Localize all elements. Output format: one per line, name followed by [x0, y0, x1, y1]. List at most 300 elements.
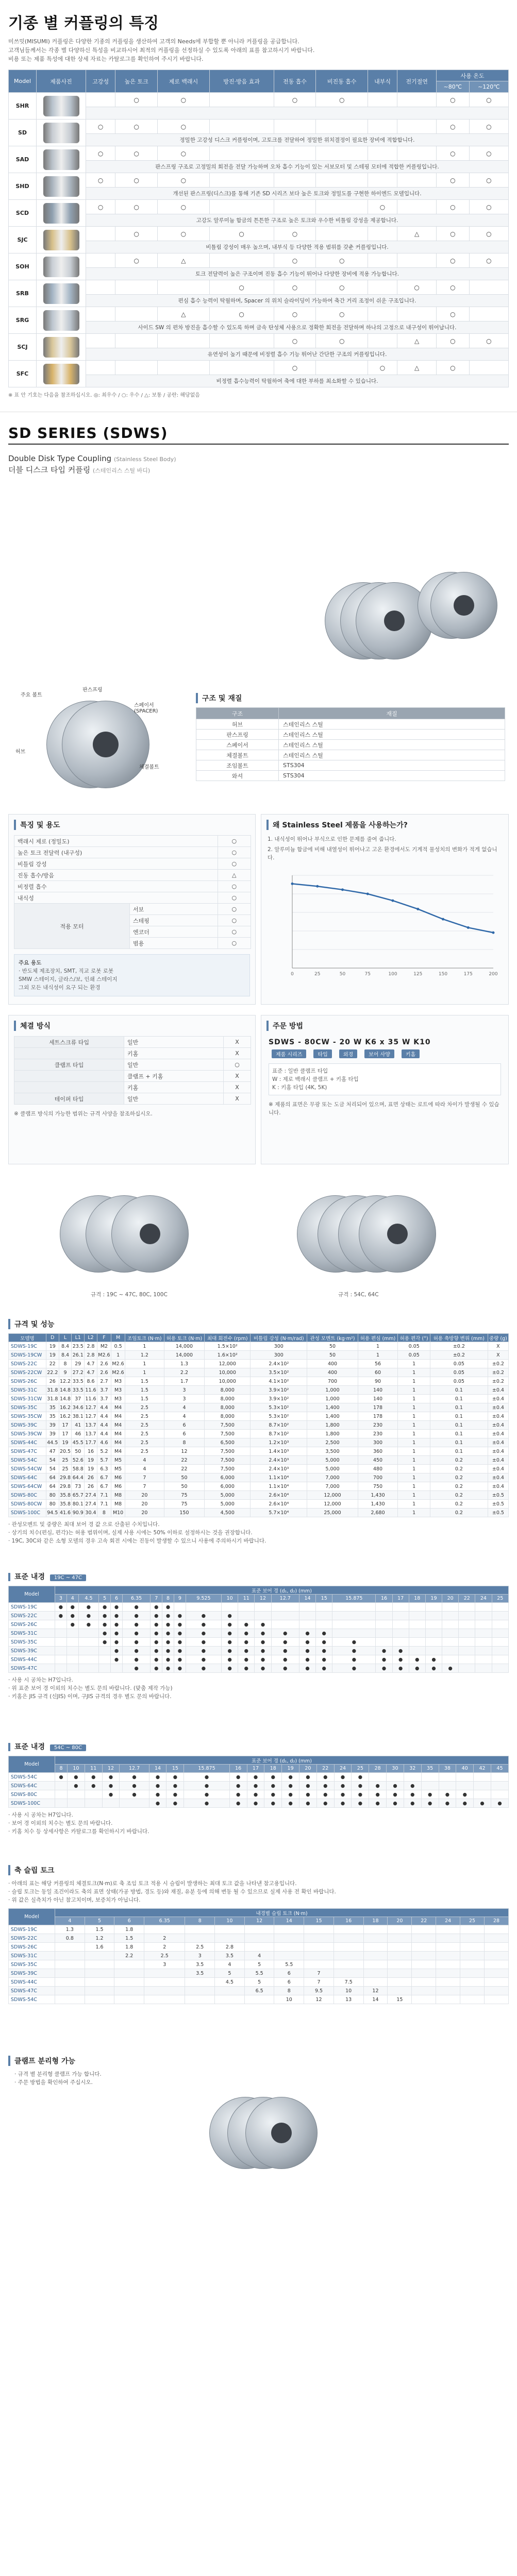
bore2-col: 19 — [282, 1765, 299, 1773]
spec-cell: 0.2 — [430, 1456, 488, 1465]
spec-cell: 14.8 — [59, 1395, 72, 1403]
torque-row — [9, 1995, 509, 2004]
spec-cell: M6 — [111, 1482, 125, 1491]
feature-photo — [37, 307, 86, 334]
torque-cell — [185, 1934, 215, 1943]
torque-cell — [363, 1960, 388, 1969]
fastening-variant: 일반 — [124, 1059, 224, 1071]
spec-cell: 3.5×10² — [251, 1368, 307, 1377]
bore2-block — [0, 1741, 517, 1836]
bore-available-dot-icon: ● — [247, 1782, 264, 1790]
structure-row — [196, 719, 505, 730]
order-part: 키홈 — [402, 1049, 420, 1058]
spec-cell: 3,500 — [307, 1447, 358, 1456]
spec-cell: 22 — [46, 1360, 59, 1368]
spec-cell: ±0.4 — [488, 1386, 508, 1395]
spec-cell: 12,000 — [205, 1360, 251, 1368]
bore-available-dot-icon: ● — [491, 1799, 508, 1808]
spec-cell: 16.2 — [59, 1412, 72, 1421]
dimension-caption-2: 규격 : 54C, 64C — [338, 1292, 379, 1298]
bore-available-dot-icon: ● — [122, 1664, 150, 1673]
bore-available-dot-icon: ● — [352, 1782, 369, 1790]
torque-cell — [363, 1943, 388, 1952]
spec-cell: 0.05 — [430, 1360, 488, 1368]
feature-mark: ○ — [86, 120, 115, 134]
bore-available-dot-icon: ● — [222, 1655, 238, 1664]
bore1-block — [0, 1571, 517, 1701]
col-vibration: 전동 흡수 — [274, 70, 316, 93]
torque-model: SDWS-35C — [9, 1960, 55, 1969]
feature-model: SHR — [9, 93, 37, 120]
bore2-col: 12 — [102, 1765, 120, 1773]
fastening-row — [14, 1071, 251, 1082]
bore1-col: 8 — [162, 1595, 174, 1603]
overview-legend: ※ 표 안 기호는 다음을 참조하십시오. ◎: 최우수 / ○: 우수 / △: 보통 / 공란: 해당없음 — [8, 393, 200, 398]
spec-cell: 2.4×10³ — [251, 1465, 307, 1473]
feature-model: SRG — [9, 307, 37, 334]
spec-cell: 45.5 — [72, 1438, 85, 1447]
torque-model: SDWS-44C — [9, 1978, 55, 1987]
spec-cell: 0.5 — [111, 1342, 125, 1351]
bore-available-dot-icon: ● — [229, 1790, 247, 1799]
spec-model: SDWS-26C — [9, 1377, 46, 1386]
spec-cell: ±0.4 — [488, 1438, 508, 1447]
bore-available-dot-icon: ● — [456, 1799, 474, 1808]
spec-cell: 50 — [164, 1473, 205, 1482]
spec-cell: 1,430 — [358, 1491, 398, 1500]
spec-cell: 19 — [59, 1438, 72, 1447]
bore-available-dot-icon: ● — [392, 1655, 409, 1664]
spec-row — [9, 1368, 509, 1377]
spec-cell: 1.1×10⁴ — [251, 1473, 307, 1482]
torque-cell — [460, 1952, 485, 1960]
feature-photo — [37, 173, 86, 200]
bore2-col: 32 — [404, 1765, 421, 1773]
torque-cell: 4 — [244, 1952, 274, 1960]
bore-available-dot-icon: ● — [299, 1647, 315, 1655]
spec-cell: 2.6 — [97, 1368, 111, 1377]
features-temp-label: 적용 모터 — [14, 904, 130, 949]
series-name-ko — [0, 463, 517, 475]
bore1-row — [9, 1603, 509, 1612]
fastening-mark: X — [224, 1037, 251, 1048]
feature-model: SCD — [9, 200, 37, 227]
feature-table — [8, 70, 509, 387]
feature-mark: ○ — [436, 173, 469, 188]
structure-material: STS304 — [279, 760, 505, 771]
feature-mark — [368, 120, 397, 134]
spec-cell: 4 — [164, 1412, 205, 1421]
feature-mark — [316, 146, 368, 161]
spec-cell: 0.05 — [398, 1342, 430, 1351]
torque-cell — [436, 1925, 460, 1934]
spec-row — [9, 1438, 509, 1447]
bore2-col: 35 — [421, 1765, 439, 1773]
bore-available-dot-icon: ● — [376, 1647, 392, 1655]
dimension-image-2 — [276, 1185, 472, 1288]
spec-cell: 1,800 — [307, 1421, 358, 1430]
spec-cell: ±0.5 — [488, 1509, 508, 1517]
spec-cell: 0.1 — [430, 1412, 488, 1421]
torque-cell: 1.6 — [85, 1943, 114, 1952]
spec-cell: 2.5 — [125, 1421, 164, 1430]
bore-empty-cell — [332, 1612, 376, 1620]
chart-point — [392, 900, 394, 902]
torque-cell — [144, 1969, 185, 1978]
bore1-col: 5 — [99, 1595, 111, 1603]
bore-empty-cell — [439, 1782, 456, 1790]
bore-empty-cell — [85, 1790, 102, 1799]
bore-empty-cell — [492, 1647, 508, 1655]
spec-cell: M4 — [111, 1403, 125, 1412]
bore-empty-cell — [492, 1603, 508, 1612]
feature-mark: ○ — [469, 200, 508, 214]
spec-cell: 0.05 — [430, 1377, 488, 1386]
bore-available-dot-icon: ● — [66, 1603, 78, 1612]
torque-cell: 6.5 — [244, 1987, 274, 1995]
intro-line: 비용 또는 제품 특성에 대한 상세 자료는 카탈로그를 확인하여 주시기 바랍니다. — [8, 56, 204, 62]
spec-cell: M2.6 — [111, 1360, 125, 1368]
label-spring: 판스프링 — [82, 687, 103, 693]
feature-mark — [115, 280, 158, 295]
feature-mark — [274, 200, 316, 214]
features-row — [14, 892, 251, 904]
bore-empty-cell — [55, 1638, 67, 1647]
spec-cell: 1 — [358, 1342, 398, 1351]
spec-cell: 0.1 — [430, 1430, 488, 1438]
bore-available-dot-icon: ● — [186, 1629, 221, 1638]
coupling-photo-icon — [43, 96, 79, 116]
bore-empty-cell — [316, 1612, 332, 1620]
spec-cell: 13.7 — [85, 1430, 97, 1438]
torque-cell — [304, 1925, 334, 1934]
spec-cell: 4 — [125, 1465, 164, 1473]
bore-available-dot-icon: ● — [255, 1655, 271, 1664]
torque-cell — [412, 1943, 436, 1952]
fastening-mark: ○ — [224, 1059, 251, 1071]
col-damping: 방진·방음 효과 — [209, 70, 274, 93]
spec-cell: 64 — [46, 1482, 59, 1491]
spec-cell: 1 — [398, 1500, 430, 1509]
bore1-model: SDWS-19C — [9, 1603, 55, 1612]
spec-cell: 8 — [59, 1360, 72, 1368]
bore-available-dot-icon: ● — [149, 1799, 166, 1808]
bore-available-dot-icon: ● — [247, 1790, 264, 1799]
spec-cell: 178 — [358, 1403, 398, 1412]
spec-cell: 35.8 — [59, 1491, 72, 1500]
fastening-variant: 클램프 + 키홈 — [124, 1071, 224, 1082]
bore-empty-cell — [55, 1629, 67, 1638]
bore-empty-cell — [376, 1620, 392, 1629]
feature-mark — [316, 173, 368, 188]
chart-series-line — [292, 884, 493, 933]
spec-cell: 5,000 — [205, 1500, 251, 1509]
bore-empty-cell — [376, 1612, 392, 1620]
torque-cell — [85, 1952, 114, 1960]
usage-line: · 반도체 제조장치, SMT, 직교 로봇 로봇 — [19, 968, 114, 974]
bore-available-dot-icon: ● — [271, 1647, 299, 1655]
coupling-photo-icon — [43, 337, 79, 358]
bore-available-dot-icon: ● — [316, 1790, 334, 1799]
spec-col: F — [97, 1334, 111, 1342]
spec-cell: 7,500 — [205, 1430, 251, 1438]
spec-cell: 4 — [125, 1456, 164, 1465]
bore1-col: 25 — [492, 1595, 508, 1603]
bore-available-dot-icon: ● — [122, 1603, 150, 1612]
features-label: 백래시 제로 (정밀도) — [14, 836, 218, 847]
torque-cell — [333, 1943, 363, 1952]
spec-cell: M3 — [111, 1395, 125, 1403]
spec-cell: 11.6 — [85, 1395, 97, 1403]
spec-row — [9, 1351, 509, 1360]
spec-cell: 2.5 — [125, 1412, 164, 1421]
spec-cell: 34.6 — [72, 1403, 85, 1412]
feature-mark — [274, 146, 316, 161]
structure-row — [196, 760, 505, 771]
coupling-photo-icon — [43, 203, 79, 224]
spec-cell: 1 — [398, 1438, 430, 1447]
bore-available-dot-icon: ● — [99, 1629, 111, 1638]
bore-available-dot-icon: ● — [85, 1773, 102, 1782]
torque-cell — [484, 1952, 508, 1960]
feature-mark: △ — [397, 361, 437, 375]
fastening-mark: X — [224, 1071, 251, 1082]
torque-cell — [436, 1987, 460, 1995]
bore-empty-cell — [459, 1664, 475, 1673]
chart-x-tick: 200 — [489, 972, 498, 977]
bore-available-dot-icon: ● — [247, 1773, 264, 1782]
bore-available-dot-icon: ● — [120, 1782, 149, 1790]
spec-note: · 관성모멘트 및 중량은 최대 보어 경 값 으로 산출된 수치입니다. — [8, 1521, 160, 1528]
bore1-col: 15 — [316, 1595, 332, 1603]
bore-available-dot-icon: ● — [102, 1773, 120, 1782]
torque-cell — [460, 1934, 485, 1943]
spec-cell: 4.7 — [85, 1368, 97, 1377]
feature-desc: 유연성이 높기 때문에 비정렬 흡수 기능 뛰어난 간단한 구조의 커플링입니다. — [86, 348, 509, 361]
torque-cell — [55, 1960, 85, 1969]
spec-cell: 0.1 — [430, 1403, 488, 1412]
feature-model: SHD — [9, 173, 37, 200]
torque-cell: 14 — [363, 1995, 388, 2004]
torque-col: 20 — [388, 1917, 412, 1925]
feature-mark: ○ — [436, 200, 469, 214]
bore-empty-cell — [271, 1612, 299, 1620]
feature-desc: 토크 전달력이 높은 구조이며 진동 흡수 기능이 뛰어나 다양한 장비에 적용 가능합니다. — [86, 268, 509, 280]
bore-empty-cell — [376, 1603, 392, 1612]
spec-cell: 1 — [398, 1473, 430, 1482]
spec-cell: 8.7×10² — [251, 1421, 307, 1430]
bore-available-dot-icon: ● — [184, 1790, 229, 1799]
feature-mark — [397, 146, 437, 161]
spec-model: SDWS-54CW — [9, 1465, 46, 1473]
bore-available-dot-icon: ● — [78, 1620, 99, 1629]
bore-available-dot-icon: ● — [151, 1629, 162, 1638]
spec-cell: X — [488, 1351, 508, 1360]
torque-cell — [388, 1987, 412, 1995]
bore-available-dot-icon: ● — [186, 1612, 221, 1620]
bore-available-dot-icon: ● — [162, 1603, 174, 1612]
spec-cell: ±0.5 — [488, 1500, 508, 1509]
spec-cell: 1 — [358, 1351, 398, 1360]
torque-line: · 아래의 표는 해당 커플링의 체결토크(N·m)로 축 조임 토크 적용 시 슬립이 발생하는 최대 토크 값을 나타낸 참고용입니다. — [8, 1880, 297, 1887]
bore-available-dot-icon: ● — [264, 1773, 282, 1782]
spec-cell: 140 — [358, 1386, 398, 1395]
feature-mark: ○ — [316, 280, 368, 295]
spec-cell: 1 — [398, 1491, 430, 1500]
spec-cell: 2.2 — [164, 1368, 205, 1377]
feature-row — [9, 334, 509, 348]
spec-cell: 7.1 — [97, 1491, 111, 1500]
torque-cell — [412, 1995, 436, 2004]
bore-empty-cell — [99, 1664, 111, 1673]
feature-model: SFC — [9, 361, 37, 387]
fastening-type: 세트스크류 타입 — [14, 1037, 124, 1048]
feature-mark: ○ — [316, 307, 368, 321]
feature-desc: 비틀림 강성이 매우 높으며, 내부식 등 다양한 적용 범위를 갖춘 커플링입니다. — [86, 241, 509, 253]
feature-photo — [37, 200, 86, 227]
torque-cell: 1.2 — [85, 1934, 114, 1943]
torque-cell — [436, 1952, 460, 1960]
feature-mark — [158, 361, 209, 375]
spec-cell: 1 — [398, 1430, 430, 1438]
bore-available-dot-icon: ● — [387, 1782, 404, 1790]
torque-row — [9, 1960, 509, 1969]
bore-available-dot-icon: ● — [184, 1773, 229, 1782]
torque-cell — [85, 1969, 114, 1978]
spec-cell: 8,000 — [205, 1412, 251, 1421]
spec-cell: 38.1 — [72, 1412, 85, 1421]
spec-cell: 50 — [72, 1447, 85, 1456]
bore2-model-col: Model — [9, 1756, 55, 1773]
feature-mark: ○ — [469, 93, 508, 107]
spec-cell: 35 — [46, 1403, 59, 1412]
feature-mark — [274, 120, 316, 134]
torque-cell — [114, 1969, 144, 1978]
bore-empty-cell — [409, 1620, 425, 1629]
structure-part: 체결볼트 — [196, 750, 279, 760]
spec-cell: 3.9×10² — [251, 1386, 307, 1395]
bore-available-dot-icon: ● — [299, 1799, 317, 1808]
feature-mark: ○ — [436, 146, 469, 161]
spec-cell: 1.5 — [125, 1386, 164, 1395]
spec-cell: 2.5 — [125, 1403, 164, 1412]
spec-cell: 6 — [164, 1421, 205, 1430]
bore-empty-cell — [474, 1790, 491, 1799]
bore-empty-cell — [475, 1603, 492, 1612]
torque-table — [8, 1908, 509, 2004]
torque-cell — [436, 1969, 460, 1978]
bore-available-dot-icon: ● — [334, 1790, 352, 1799]
torque-col: 10 — [215, 1917, 245, 1925]
spec-cell: 2.5 — [125, 1430, 164, 1438]
bore-available-dot-icon: ● — [151, 1612, 162, 1620]
bore-empty-cell — [492, 1629, 508, 1638]
spec-cell: 2,680 — [358, 1509, 398, 1517]
bore-empty-cell — [492, 1664, 508, 1673]
bore-empty-cell — [475, 1612, 492, 1620]
feature-photo — [37, 361, 86, 387]
bore-available-dot-icon: ● — [299, 1629, 315, 1638]
feature-mark: ○ — [469, 146, 508, 161]
torque-cell — [274, 1952, 304, 1960]
spec-cell: 5.7×10⁴ — [251, 1509, 307, 1517]
feature-mark: ○ — [469, 227, 508, 241]
bore-available-dot-icon: ● — [282, 1799, 299, 1808]
bore-available-dot-icon: ● — [111, 1655, 123, 1664]
feature-mark: ○ — [158, 200, 209, 214]
coupling-photo-icon — [43, 123, 79, 143]
spec-cell: 26 — [85, 1473, 97, 1482]
spec-cell: 39 — [46, 1430, 59, 1438]
structure-material: 스테인리스 스틸 — [279, 740, 505, 750]
bore1-model: SDWS-22C — [9, 1612, 55, 1620]
bore-available-dot-icon: ● — [247, 1799, 264, 1808]
spec-row — [9, 1377, 509, 1386]
feature-mark: ○ — [469, 253, 508, 268]
bore-empty-cell — [442, 1638, 459, 1647]
bore-available-dot-icon: ● — [162, 1638, 174, 1647]
spec-cell: 1 — [125, 1368, 164, 1377]
feature-model: SAD — [9, 146, 37, 173]
bore-available-dot-icon: ● — [162, 1664, 174, 1673]
spec-cell: 5.3×10² — [251, 1412, 307, 1421]
spec-row — [9, 1421, 509, 1430]
bore1-col: 22 — [459, 1595, 475, 1603]
torque-col: 12 — [244, 1917, 274, 1925]
spec-cell: 0.2 — [430, 1482, 488, 1491]
spec-cell: 1 — [398, 1377, 430, 1386]
spec-row — [9, 1395, 509, 1403]
spec-cell: 7,000 — [307, 1473, 358, 1482]
torque-cell — [333, 1952, 363, 1960]
bore2-col: 42 — [474, 1765, 491, 1773]
torque-cell: 3 — [185, 1952, 215, 1960]
bore-available-dot-icon: ● — [186, 1655, 221, 1664]
order-option: K : 키홈 타입 (4K, 5K) — [272, 1084, 327, 1091]
bore-available-dot-icon: ● — [369, 1799, 387, 1808]
spec-cell: 26 — [46, 1377, 59, 1386]
torque-cell — [244, 1925, 274, 1934]
bore-available-dot-icon: ● — [122, 1620, 150, 1629]
bore-empty-cell — [491, 1782, 508, 1790]
chart-x-tick: 125 — [413, 972, 423, 977]
bore1-col: 7 — [151, 1595, 162, 1603]
torque-cell: 2 — [144, 1934, 185, 1943]
features-mark: ○ — [218, 858, 251, 870]
torque-cell — [185, 1978, 215, 1987]
bore2-col: 25 — [352, 1765, 369, 1773]
chart-point — [316, 885, 319, 888]
spec-cell: 450 — [358, 1456, 398, 1465]
bore-available-dot-icon: ● — [166, 1782, 184, 1790]
torque-cell — [304, 1943, 334, 1952]
torque-cell — [55, 1987, 85, 1995]
feature-mark: ○ — [158, 227, 209, 241]
bore1-label: 표준 보어 경 (d₁, d₂) (mm) — [55, 1586, 509, 1595]
spec-model: SDWS-80CW — [9, 1500, 46, 1509]
torque-cell: 3 — [144, 1960, 185, 1969]
spec-cell: 0.2 — [430, 1465, 488, 1473]
spec-cell: ±0.5 — [488, 1491, 508, 1500]
spec-cell: 0.2 — [430, 1491, 488, 1500]
why-heading: 왜 Stainless Steel 제품을 사용하는가? — [266, 820, 503, 830]
torque-block — [0, 1865, 517, 2004]
features-mark: ○ — [218, 926, 251, 938]
torque-col: 14 — [274, 1917, 304, 1925]
spec-row — [9, 1403, 509, 1412]
spec-cell: 46 — [72, 1430, 85, 1438]
bore-empty-cell — [55, 1799, 68, 1808]
